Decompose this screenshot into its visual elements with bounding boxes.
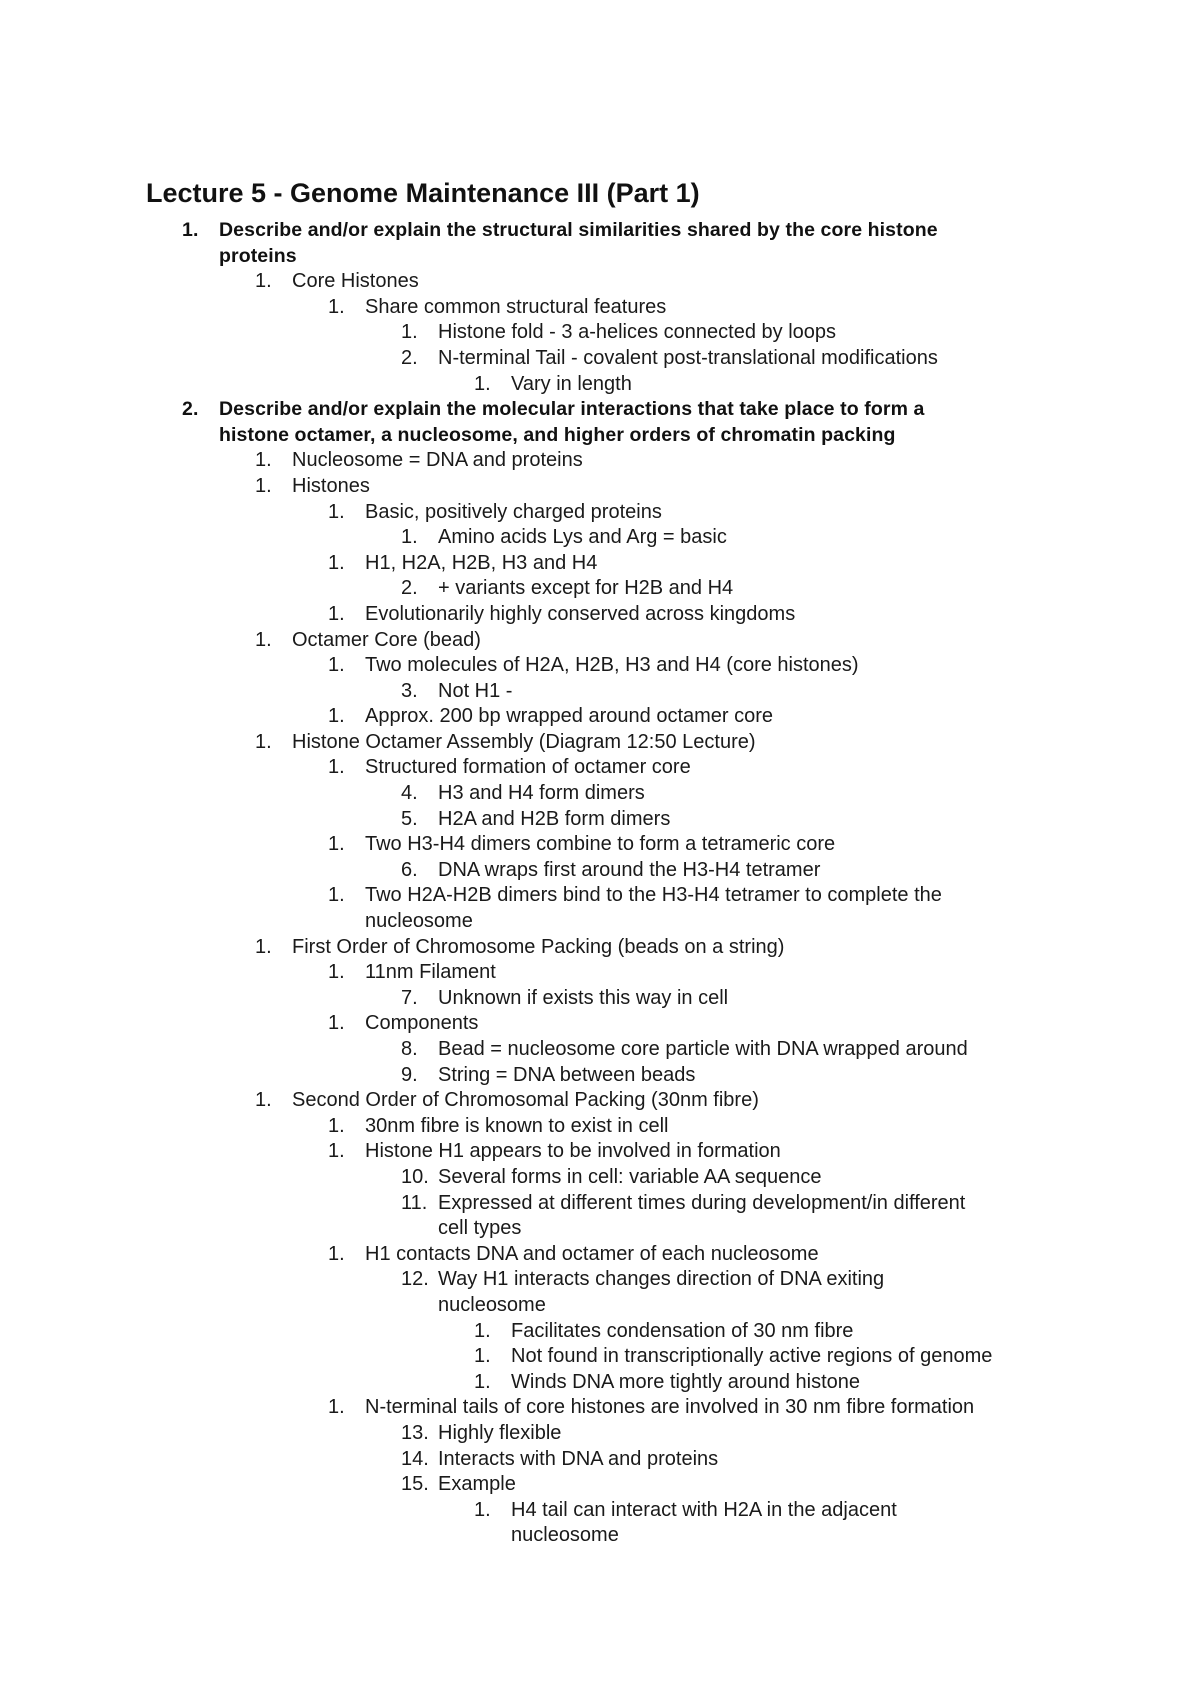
list-item-text: Evolutionarily highly conserved across kingdoms xyxy=(365,602,796,625)
list-item-text: nucleosome xyxy=(511,1524,619,1547)
list-item-text: DNA wraps first around the H3-H4 tetramer xyxy=(438,858,821,881)
list-item-text: Not found in transcriptionally active regions of genome xyxy=(511,1345,993,1368)
list-item xyxy=(0,858,1200,884)
list-item-text: H3 and H4 form dimers xyxy=(438,782,645,805)
list-number: 1. xyxy=(255,474,272,497)
list-item xyxy=(0,1395,1200,1421)
list-number: 1. xyxy=(328,1114,345,1137)
page-title: Lecture 5 - Genome Maintenance III (Part 1) xyxy=(146,178,700,208)
list-item-text: Structured formation of octamer core xyxy=(365,756,691,779)
list-item-text: nucleosome xyxy=(365,910,473,933)
list-item-text: Histones xyxy=(292,474,370,497)
list-number: 1. xyxy=(182,219,199,241)
list-number: 1. xyxy=(328,705,345,728)
list-item-text: 11nm Filament xyxy=(365,961,496,984)
question-line xyxy=(0,244,1200,270)
list-item xyxy=(0,1088,1200,1114)
list-number: 1. xyxy=(474,372,491,395)
list-number: 13. xyxy=(401,1421,429,1444)
list-number: 2. xyxy=(401,346,418,369)
list-item xyxy=(0,602,1200,628)
list-item-text: Share common structural features xyxy=(365,295,667,318)
list-number: 1. xyxy=(255,1089,272,1112)
list-number: 1. xyxy=(328,500,345,523)
list-item xyxy=(0,628,1200,654)
list-item-text: H1, H2A, H2B, H3 and H4 xyxy=(365,551,598,574)
list-item-text: String = DNA between beads xyxy=(438,1063,696,1086)
list-item-text: Histone Octamer Assembly (Diagram 12:50 Lecture) xyxy=(292,730,756,753)
list-item xyxy=(0,1421,1200,1447)
list-item-text: Two H3-H4 dimers combine to form a tetrameric core xyxy=(365,833,836,856)
list-item-text: proteins xyxy=(219,244,297,267)
list-item-text: Second Order of Chromosomal Packing (30nm fibre) xyxy=(292,1089,759,1112)
list-item-text: Two H2A-H2B dimers bind to the H3-H4 tetramer to complete the xyxy=(365,884,942,907)
list-number: 3. xyxy=(401,679,418,702)
list-item xyxy=(0,448,1200,474)
list-number: 1. xyxy=(328,551,345,574)
list-number: 1. xyxy=(255,730,272,753)
list-item-text: Expressed at different times during development/in different xyxy=(438,1191,966,1214)
list-item xyxy=(0,832,1200,858)
list-item xyxy=(0,525,1200,551)
question-line xyxy=(0,397,1200,423)
list-item-text: Winds DNA more tightly around histone xyxy=(511,1370,861,1393)
list-number: 5. xyxy=(401,807,418,830)
list-item-text: histone octamer, a nucleosome, and higher orders of chromatin packing xyxy=(219,423,896,446)
list-item xyxy=(0,1191,1200,1217)
list-number: 4. xyxy=(401,782,418,805)
list-item-text: Vary in length xyxy=(511,372,632,395)
list-number: 1. xyxy=(474,1370,491,1393)
list-item xyxy=(0,1267,1200,1293)
list-number: 2. xyxy=(401,577,418,600)
question-line xyxy=(0,423,1200,449)
list-number: 11. xyxy=(401,1191,428,1214)
list-item xyxy=(0,1319,1200,1345)
list-item-text: Not H1 - xyxy=(438,679,513,702)
list-item-text: cell types xyxy=(438,1217,522,1240)
list-item-text: H1 contacts DNA and octamer of each nucleosome xyxy=(365,1242,819,1265)
list-number: 1. xyxy=(328,1242,345,1265)
list-number: 14. xyxy=(401,1447,429,1470)
list-item xyxy=(0,935,1200,961)
list-item xyxy=(0,1447,1200,1473)
list-item-text: N-terminal tails of core histones are involved in 30 nm fibre formation xyxy=(365,1396,975,1419)
list-item xyxy=(0,755,1200,781)
list-item xyxy=(0,1063,1200,1089)
list-item xyxy=(0,1472,1200,1498)
list-item xyxy=(0,1114,1200,1140)
list-item-text: First Order of Chromosome Packing (beads on a string) xyxy=(292,935,785,958)
list-item xyxy=(0,1216,1200,1242)
list-item-text: Nucleosome = DNA and proteins xyxy=(292,449,583,472)
list-item xyxy=(0,372,1200,398)
list-number: 9. xyxy=(401,1063,418,1086)
list-number: 1. xyxy=(328,961,345,984)
list-item xyxy=(0,1037,1200,1063)
list-item-text: Approx. 200 bp wrapped around octamer core xyxy=(365,705,774,728)
question-line xyxy=(0,218,1200,244)
list-item xyxy=(0,1523,1200,1549)
list-number: 1. xyxy=(255,449,272,472)
list-number: 15. xyxy=(401,1473,429,1496)
list-item xyxy=(0,653,1200,679)
list-item-text: H2A and H2B form dimers xyxy=(438,807,671,830)
list-item-text: Several forms in cell: variable AA sequence xyxy=(438,1165,822,1188)
list-item xyxy=(0,986,1200,1012)
list-item-text: Octamer Core (bead) xyxy=(292,628,481,651)
list-item xyxy=(0,1293,1200,1319)
list-item-text: H4 tail can interact with H2A in the adjacent xyxy=(511,1498,897,1521)
list-item xyxy=(0,781,1200,807)
list-number: 1. xyxy=(255,628,272,651)
list-number: 6. xyxy=(401,858,418,881)
list-item xyxy=(0,679,1200,705)
list-number: 1. xyxy=(401,321,418,344)
list-item-text: Way H1 interacts changes direction of DNA exiting xyxy=(438,1268,885,1291)
list-number: 12. xyxy=(401,1268,429,1291)
list-number: 1. xyxy=(255,935,272,958)
list-item-text: Describe and/or explain the structural similarities shared by the core histone xyxy=(219,219,938,241)
list-item xyxy=(0,1370,1200,1396)
list-item xyxy=(0,295,1200,321)
list-number: 1. xyxy=(328,602,345,625)
list-number: 8. xyxy=(401,1038,418,1060)
list-item xyxy=(0,500,1200,526)
list-item-text: Histone fold - 3 a-helices connected by loops xyxy=(438,321,837,344)
list-number: 10. xyxy=(401,1165,429,1188)
list-item xyxy=(0,551,1200,577)
list-number: 1. xyxy=(328,756,345,779)
list-number: 1. xyxy=(474,1319,491,1342)
list-item xyxy=(0,1011,1200,1037)
list-number: 1. xyxy=(328,833,345,856)
list-item-text: Facilitates condensation of 30 nm fibre xyxy=(511,1319,854,1342)
list-number: 1. xyxy=(328,295,345,318)
list-item-text: Unknown if exists this way in cell xyxy=(438,986,729,1009)
list-item xyxy=(0,909,1200,935)
list-item xyxy=(0,346,1200,372)
list-number: 1. xyxy=(328,884,345,907)
list-item xyxy=(0,730,1200,756)
list-item-text: Components xyxy=(365,1012,479,1035)
list-number: 1. xyxy=(328,1396,345,1419)
list-item-text: Bead = nucleosome core particle with DNA wrapped around xyxy=(438,1038,968,1060)
list-number: 1. xyxy=(328,1140,345,1163)
list-number: 1. xyxy=(401,526,418,549)
list-item-text: + variants except for H2B and H4 xyxy=(438,577,734,600)
list-item xyxy=(0,269,1200,295)
list-item-text: Histone H1 appears to be involved in formation xyxy=(365,1140,781,1163)
list-item xyxy=(0,807,1200,833)
list-number: 1. xyxy=(328,654,345,677)
list-number: 7. xyxy=(401,986,418,1009)
list-item-text: Describe and/or explain the molecular interactions that take place to form a xyxy=(219,398,925,421)
list-item-text: Interacts with DNA and proteins xyxy=(438,1447,719,1470)
list-item-text: Amino acids Lys and Arg = basic xyxy=(438,526,727,549)
list-number: 1. xyxy=(255,270,272,293)
list-number: 1. xyxy=(474,1498,491,1521)
list-item-text: 30nm fibre is known to exist in cell xyxy=(365,1114,669,1137)
list-item xyxy=(0,1139,1200,1165)
list-item xyxy=(0,474,1200,500)
list-item-text: Highly flexible xyxy=(438,1421,562,1444)
outline-list xyxy=(0,218,1200,1549)
list-item xyxy=(0,1344,1200,1370)
list-item xyxy=(0,1242,1200,1268)
list-item xyxy=(0,960,1200,986)
list-item-text: nucleosome xyxy=(438,1293,546,1316)
list-number: 1. xyxy=(328,1012,345,1035)
list-item-text: Core Histones xyxy=(292,270,419,293)
list-number: 1. xyxy=(474,1345,491,1368)
list-number: 2. xyxy=(182,398,199,421)
list-item xyxy=(0,704,1200,730)
list-item xyxy=(0,576,1200,602)
list-item xyxy=(0,883,1200,909)
list-item-text: N-terminal Tail - covalent post-translational modifications xyxy=(438,346,938,369)
list-item-text: Example xyxy=(438,1473,516,1496)
list-item-text: Basic, positively charged proteins xyxy=(365,500,662,523)
list-item-text: Two molecules of H2A, H2B, H3 and H4 (core histones) xyxy=(365,654,859,677)
list-item xyxy=(0,1498,1200,1524)
list-item xyxy=(0,320,1200,346)
list-item xyxy=(0,1165,1200,1191)
